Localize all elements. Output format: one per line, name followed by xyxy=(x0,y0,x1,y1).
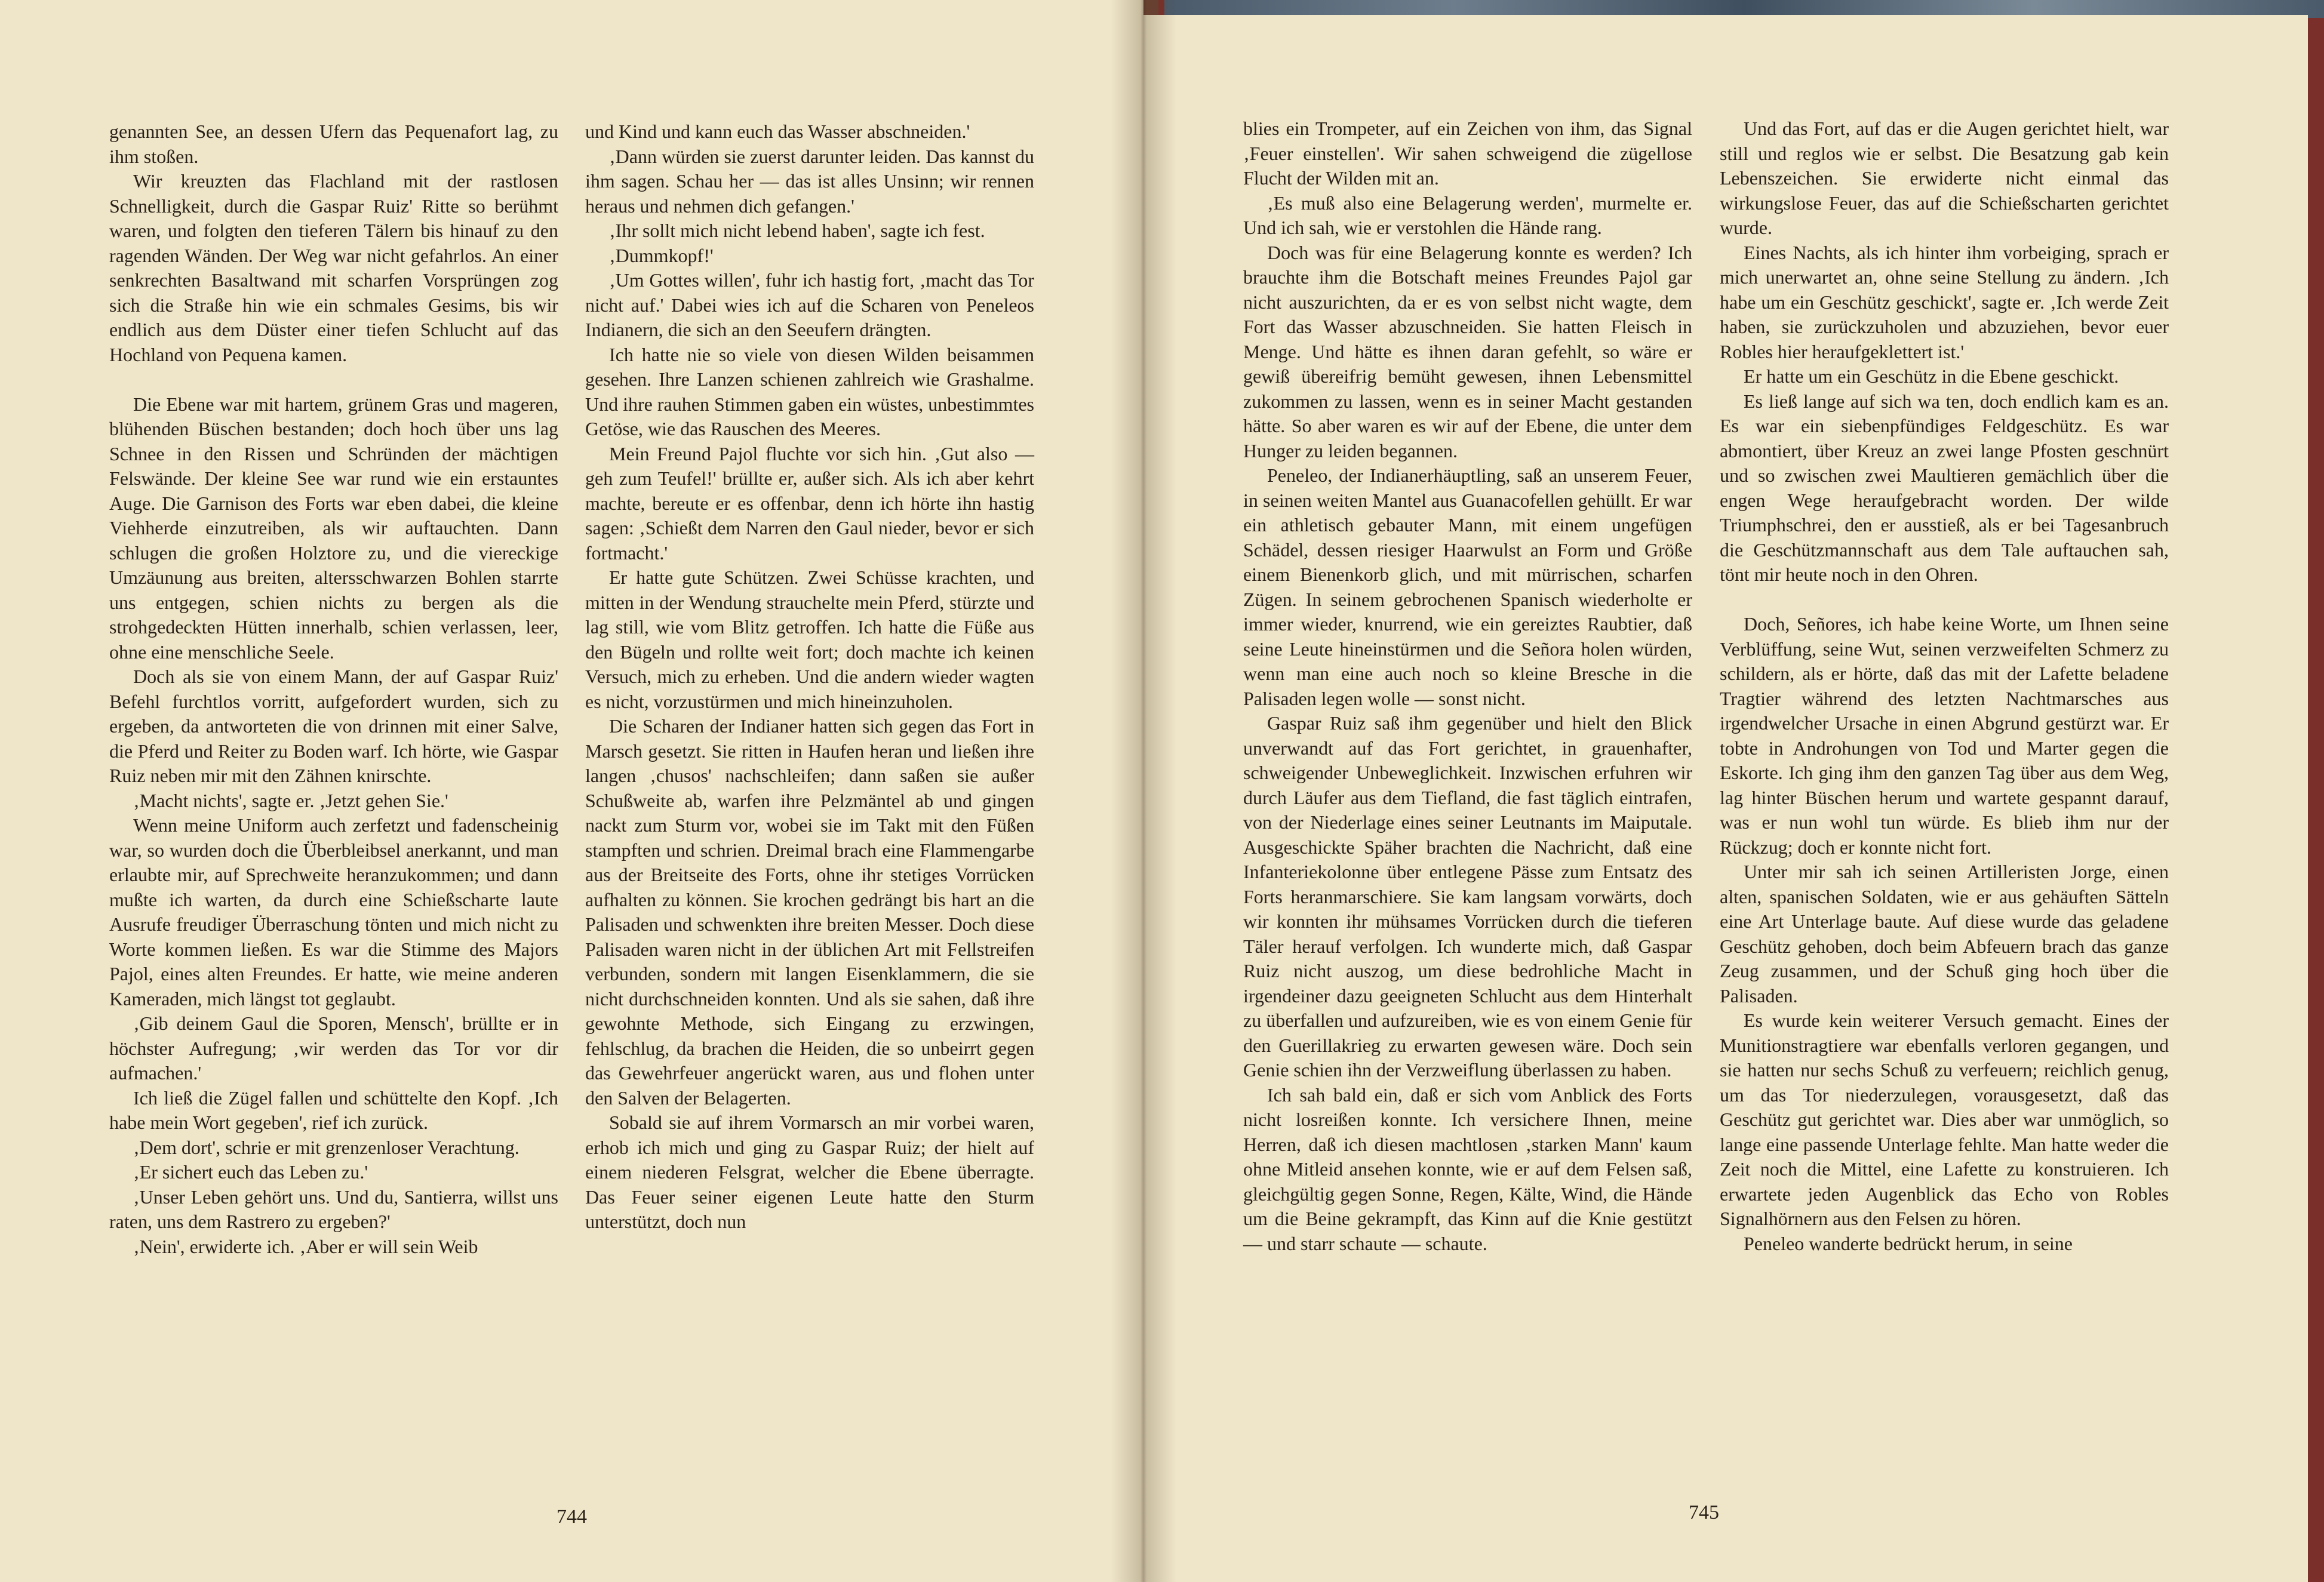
paragraph: ‚Dann würden sie zuerst darunter leiden. Das kannst du ihm sagen. Schau her — das ist alles Unsinn; wir rennen heraus und nehmen dich gefangen.' xyxy=(585,145,1034,217)
paragraph: ‚Gib deinem Gaul die Sporen, Mensch', brüllte er in höchster Aufregung; ‚wir werden das Tor vor dir aufmachen.' xyxy=(109,1012,558,1084)
paragraph: Peneleo, der Indianerhäuptling, saß an unserem Feuer, in seinen weiten Mantel aus Guanacofellen gehüllt. Er war ein athletisch gebauter Mann, mit einem ungefügen Schädel, dessen riesiger Haarwulst an Form und Größe einem Bienenkorb glich, und mit mürrischen, scharfen Zügen. In seinem gebrochenen Spanisch wiederholte er immer wieder, knurrend, wie ein gereiztes Raubtier, daß seine Leute hineinstürmen und die Señora holen würden, wenn man eine auch noch so kleine Bresche in die Palisaden legen wolle — sonst nicht. xyxy=(1243,464,1692,709)
paragraph: Die Scharen der Indianer hatten sich gegen das Fort in Marsch gesetzt. Sie ritten in Haufen heran und ließen ihre langen ‚chusos' nachschleifen; dann saßen sie außer Schußweite ab, warfen ihre Pelzmäntel ab und gingen nackt zum Sturm vor, wobei sie im Takt mit den Füßen stampften und schrien. Dreimal brach eine Flammengarbe aus der Breitseite des Forts, ohne ihr stetiges Vorrücken aufhalten zu können. Sie krochen gedrängt bis hart an die Palisaden und schwenkten ihre breiten Messer. Doch diese Palisaden waren nicht in der üblichen Art mit Fellstreifen verbunden, sondern mit langen Eisenklammern, die sie nicht durchschneiden konnten. Und als sie sahen, daß ihre gewohnte Methode, sich Eingang zu erzwingen, fehlschlug, da brachen die Heiden, die so unbeirrt gegen das Gewehrfeuer angerückt waren, aus und flohen unter den Salven der Belagerten. xyxy=(585,715,1034,1109)
right-page-number: 745 xyxy=(1689,1501,1719,1523)
right-page-column-1 xyxy=(1243,116,1692,1256)
paragraph: ‚Nein', erwiderte ich. ‚Aber er will sein Weib xyxy=(133,1235,478,1257)
paragraph: Doch was für eine Belagerung konnte es werden? Ich brauchte ihm die Botschaft meines Freundes Pajol gar nicht auszurichten, da er es von selbst nicht wagte, dem Fort das Wasser abzuschneiden. Sie hatten Fleisch in Menge. Und hätte es ihnen daran gefehlt, so wäre er gewiß übereifrig bemüht gewesen, ihnen Lebensmittel zukommen zu lassen, wenn es in seiner Macht gestanden hätte. So aber waren es wir auf der Ebene, die unter dem Hunger zu leiden begannen. xyxy=(1243,241,1692,461)
book-gutter xyxy=(1111,0,1176,1582)
paragraph: Es wurde kein weiterer Versuch gemacht. Eines der Munitionstragtiere war ebenfalls verloren gegangen, und sie hatten nur sechs Schuß zu verfeuern; reichlich genug, um das Tor niederzulegen, vorausgesetzt, daß das Geschütz gut gerichtet war. Dies aber war unmöglich, so lange eine passende Unterlage fehlte. Man hatte weder die Zeit noch die Mittel, eine Lafette zu konstruieren. Ich erwartete jeden Augenblick das Echo von Robles Signalhörnern aus den Felsen zu hören. xyxy=(1720,1009,2169,1229)
right-page-column-2 xyxy=(1720,116,2169,1256)
paragraph: ‚Macht nichts', sagte er. ‚Jetzt gehen Sie.' xyxy=(133,789,448,811)
paragraph: Es ließ lange auf sich wa ten, doch endlich kam es an. Es war ein siebenpfündiges Feldgeschütz. Es war abmontiert, über Kreuz an zwei lange Pfosten geschnürt und so zwischen zwei Maultieren gemächlich über die engen Wege heraufgebracht worden. Der wilde Triumphschrei, den er ausstieß, als er bei Tagesanbruch die Geschützmannschaft aus dem Tale auftauchen sah, tönt mir heute noch in den Ohren. xyxy=(1720,390,2169,585)
left-page-column-1 xyxy=(109,119,558,1259)
left-page-number: 744 xyxy=(557,1506,587,1528)
paragraph: Er hatte gute Schützen. Zwei Schüsse krachten, und mitten in der Wendung strauchelte mein Pferd, stürzte und lag still, wie vom Blitz getroffen. Ich hatte die Füße aus den Bügeln und rollte weit fort; doch machte ich keinen Versuch, mich zu erheben. Und die andern wieder wagten es nicht, vorzustürmen und mich hineinzuholen. xyxy=(585,567,1034,712)
paragraph: Und das Fort, auf das er die Augen gerichtet hielt, war still und reglos wie er selbst. Die Besatzung gab kein Lebenszeichen. Sie erwiderte nicht einmal das wirkungslose Feuer, das auf die Schießscharten gerichtet wurde. xyxy=(1720,118,2169,238)
paragraph: ‚Um Gottes willen', fuhr ich hastig fort, ‚macht das Tor nicht auf.' Dabei wies ich auf die Scharen von Peneleos Indianern, die sich an den Seeufern drängten. xyxy=(585,269,1034,340)
paragraph: Ich hatte nie so viele von diesen Wilden beisammen gesehen. Ihre Lanzen schienen zahlreich wie Grashalme. Und ihre rauhen Stimmen gaben ein wüstes, unbestimmtes Getöse, wie das Rauschen des Meeres. xyxy=(585,343,1034,439)
paragraph: und Kind und kann euch das Wasser abschneiden.' xyxy=(585,121,970,142)
paragraph: Doch, Señores, ich habe keine Worte, um Ihnen seine Verblüffung, seine Wut, seinen verzweifelten Schmerz zu schildern, als er hörte, daß das mit der Lafette beladene Tragtier während des letzten Nachtmarsches aus irgendwelcher Ursache in einen Abgrund gestürzt war. Er tobte in Androhungen von Tod und Marter gegen die Eskorte. Ich ging ihm den ganzen Tag über aus dem Weg, lag hinter Büschen herum und wartete gespannt darauf, was er nun wohl tun würde. Es blieb ihm nur der Rückzug; doch er konnte nicht fort. xyxy=(1720,613,2169,858)
paragraph: Eines Nachts, als ich hinter ihm vorbeiging, sprach er mich unerwartet an, ohne seine Stellung zu ändern. ‚Ich habe um ein Geschütz geschickt', sagte er. ‚Ich werde Zeit haben, sie zurückzuholen und abzuziehen, bevor euer Robles hier heraufgeklettert ist.' xyxy=(1720,241,2169,362)
paragraph: Er hatte um ein Geschütz in die Ebene geschickt. xyxy=(1744,365,2119,387)
paragraph: ‚Dem dort', schrie er mit grenzenloser Verachtung. xyxy=(133,1136,519,1158)
left-page-column-2 xyxy=(585,119,1034,1235)
paragraph: Peneleo wanderte bedrückt herum, in seine xyxy=(1744,1232,2073,1254)
paragraph: genannten See, an dessen Ufern das Pequenafort lag, zu ihm stoßen. xyxy=(109,121,558,167)
paragraph: Gaspar Ruiz saß ihm gegenüber und hielt den Blick unverwandt auf das Fort gerichtet, in grauenhafter, schweigender Unbeweglichkeit. Inzwischen erfuhren wir durch Läufer aus dem Tiefland, die fast täglich eintrafen, von der Niederlage eines seiner Leutnants im Maiputale. Ausgeschickte Späher brachten die Nachricht, daß eine Infanteriekolonne über entlegene Pässe zum Entsatz des Forts heranmarschiere. Sie kam langsam vorwärts, doch wir konnten ihr mühsames Vorrücken durch die tieferen Täler herauf verfolgen. Ich wunderte mich, daß Gaspar Ruiz nicht auszog, um diese bedrohliche Macht in irgendeiner dazu geeigneten Schlucht aus dem Hinterhalt zu überfallen und aufzureiben, wie es von einem Genie für den Guerillakrieg zu erwarten gewesen wäre. Doch sein Genie schien ihn der Verzweiflung überlassen zu haben. xyxy=(1243,712,1692,1081)
paragraph: ‚Ihr sollt mich nicht lebend haben', sagte ich fest. xyxy=(609,220,985,241)
paragraph: Ich sah bald ein, daß er sich vom Anblick des Forts nicht losreißen konnte. Ich versichere Ihnen, meine Herren, daß ich diesen machtlosen ‚starken Mann' kaum ohne Mitleid ansehen konnte, wie er auf dem Felsen saß, gleichgültig gegen Sonne, Regen, Kälte, Wind, die Hände um die Beine gekrampft, das Kinn auf die Knie gestützt — und starr schaute — schaute. xyxy=(1243,1084,1692,1254)
paragraph: ‚Dummkopf!' xyxy=(609,244,714,266)
left-page xyxy=(0,0,1143,1582)
paragraph: Wir kreuzten das Flachland mit der rastlosen Schnelligkeit, durch die Gaspar Ruiz' Ritte so berühmt waren, und folgten den tieferen Tälern bis hinauf zu den ragenden Wänden. Der Weg war nicht gefahrlos. An einer senkrechten Basaltwand mit scharfen Vorsprüngen zog sich die Straße hin wie ein schmales Gesims, bis wir endlich aus dem Düster einer tiefen Schlucht auf das Hochland von Pequena kamen. xyxy=(109,170,558,365)
paragraph: ‚Unser Leben gehört uns. Und du, Santierra, willst uns raten, uns dem Rastrero zu ergeben?' xyxy=(109,1186,558,1232)
paragraph: Wenn meine Uniform auch zerfetzt und fadenscheinig war, so wurden doch die Überbleibsel anerkannt, und man erlaubte mir, auf Sprechweite heranzukommen; und dann mußte ich warten, da durch eine Schießscharte laute Ausrufe freudiger Überraschung tönten und mich nicht zu Worte kommen ließen. Es war die Stimme des Majors Pajol, eines alten Freundes. Er hatte, wie meine anderen Kameraden, mich längst tot geglaubt. xyxy=(109,814,558,1009)
paragraph: Die Ebene war mit hartem, grünem Gras und mageren, blühenden Büschen bestanden; doch hoch über uns lag Schnee in den Rissen und Schründen der mächtigen Felswände. Der kleine See war rund wie ein erstauntes Auge. Die Garnison des Forts war eben dabei, die kleine Viehherde einzutreiben, als wir auftauchten. Dann schlugen die großen Holztore zu, und die viereckige Umzäunung aus breiten, altersschwarzen Bohlen starrte uns entgegen, schien nichts zu bergen als die strohgedeckten Hütten innerhalb, schien verlassen, leer, ohne eine menschliche Seele. xyxy=(109,393,558,663)
paragraph: Unter mir sah ich seinen Artilleristen Jorge, einen alten, spanischen Soldaten, wie er aus gehäuften Sätteln eine Art Unterlage baute. Auf diese wurde das geladene Geschütz gehoben, doch beim Abfeuern brach das ganze Zeug zusammen, und der Schuß ging hoch über die Palisaden. xyxy=(1720,861,2169,1007)
paragraph: Ich ließ die Zügel fallen und schüttelte den Kopf. ‚Ich habe mein Wort gegeben', rief ich zurück. xyxy=(109,1087,558,1133)
paragraph: ‚Er sichert euch das Leben zu.' xyxy=(133,1161,368,1183)
paragraph: Mein Freund Pajol fluchte vor sich hin. ‚Gut also — geh zum Teufel!' brüllte er, außer sich. Als ich aber kehrt machte, bereute er es offenbar, denn ich hörte ihn hastig sagen: ‚Schießt dem Narren den Gaul nieder, bevor er sich fortmacht.' xyxy=(585,442,1034,564)
paragraph: blies ein Trompeter, auf ein Zeichen von ihm, das Signal ‚Feuer einstellen'. Wir sahen schweigend die zügellose Flucht der Wilden mit an. xyxy=(1243,118,1692,189)
paragraph: ‚Es muß also eine Belagerung werden', murmelte er. Und ich sah, wie er verstohlen die Hände rang. xyxy=(1243,192,1692,238)
paragraph: Sobald sie auf ihrem Vormarsch an mir vorbei waren, erhob ich mich und ging zu Gaspar Ruiz; der hielt auf einem niederen Felsgrat, welcher die Ebene überragte. Das Feuer seiner eigenen Leute hatte den Sturm unterstützt, doch nun xyxy=(585,1112,1034,1232)
paragraph: Doch als sie von einem Mann, der auf Gaspar Ruiz' Befehl furchtlos vorritt, aufgefordert wurden, sich zu ergeben, da antworteten die von drinnen mit einer Salve, die Pferd und Reiter zu Boden warf. Ich hörte, wie Gaspar Ruiz neben mir mit den Zähnen knirschte. xyxy=(109,666,558,786)
